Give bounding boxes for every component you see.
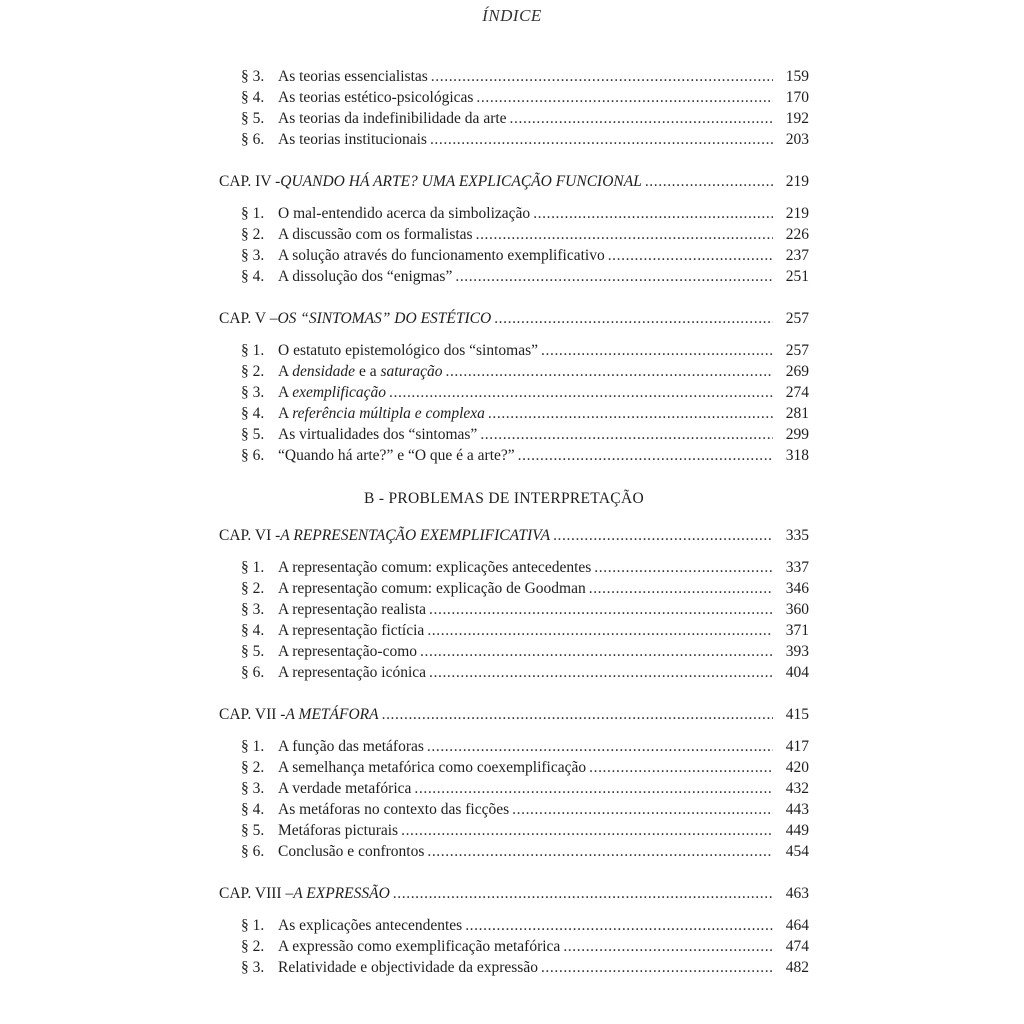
section-number: § 6. — [241, 664, 265, 681]
dot-leader — [393, 883, 773, 905]
section-number: § 4. — [241, 801, 265, 818]
dot-leader — [512, 799, 773, 820]
toc-section-row[interactable] — [219, 445, 809, 466]
page-number: 251 — [785, 268, 809, 285]
dot-leader — [420, 641, 773, 662]
section-title: A solução através do funcionamento exemplificativo — [278, 247, 605, 264]
page-number: 226 — [785, 226, 809, 243]
section-title: Relatividade e objectividade da expressão — [278, 959, 538, 976]
section-number: § 5. — [241, 426, 265, 443]
section-title-italic: exemplificação — [292, 384, 387, 401]
page-number: 417 — [785, 738, 809, 755]
dot-leader — [430, 129, 773, 150]
page-number: 482 — [785, 959, 809, 976]
section-title: O mal-entendido acerca da simbolização — [278, 205, 531, 222]
section-title: A representação-como — [278, 643, 418, 660]
toc-section-row[interactable] — [219, 66, 809, 87]
toc-chapter-row[interactable] — [219, 171, 809, 193]
toc-section-row[interactable] — [219, 778, 809, 799]
section-number: § 2. — [241, 226, 265, 243]
dot-leader — [541, 340, 773, 361]
section-title: A função das metáforas — [278, 738, 424, 755]
page-number: 281 — [785, 405, 809, 422]
section-number: § 6. — [241, 131, 265, 148]
page-number: 337 — [785, 559, 809, 576]
chapter-label: CAP. VIII – — [219, 885, 294, 902]
page-number: 404 — [785, 664, 809, 681]
toc-section-row[interactable] — [219, 641, 809, 662]
toc-section-row[interactable] — [219, 108, 809, 129]
dot-leader — [553, 525, 773, 547]
toc-section-row[interactable] — [219, 557, 809, 578]
dot-leader — [563, 936, 773, 957]
page-number: 346 — [785, 580, 809, 597]
section-number: § 3. — [241, 384, 265, 401]
toc-section-row[interactable] — [219, 662, 809, 683]
toc-section-row[interactable] — [219, 599, 809, 620]
section-number: § 2. — [241, 580, 265, 597]
chapter-title: A REPRESENTAÇÃO EXEMPLIFICATIVA — [280, 527, 551, 544]
dot-leader — [494, 308, 773, 330]
section-title: O estatuto epistemológico dos “sintomas” — [278, 342, 539, 359]
toc-section-row[interactable] — [219, 87, 809, 108]
page-number: 464 — [785, 917, 809, 934]
dot-leader — [608, 245, 773, 266]
dot-leader — [589, 757, 773, 778]
page-number: 393 — [785, 643, 809, 660]
page-title: ÍNDICE — [482, 6, 542, 25]
page-number: 192 — [785, 110, 809, 127]
toc-section-row[interactable] — [219, 361, 809, 382]
section-number: § 4. — [241, 268, 265, 285]
toc-section-row[interactable] — [219, 620, 809, 641]
section-title: A discussão com os formalistas — [278, 226, 473, 243]
dot-leader — [645, 171, 773, 193]
page-number: 335 — [785, 527, 809, 544]
chapter-title: OS “SINTOMAS” DO ESTÉTICO — [277, 310, 492, 327]
toc-section-row[interactable] — [219, 224, 809, 245]
section-title: A representação realista — [278, 601, 427, 618]
section-number: § 6. — [241, 447, 265, 464]
page-number: 371 — [785, 622, 809, 639]
page-number: 449 — [785, 822, 809, 839]
section-title: A dissolução dos “enigmas” — [278, 268, 453, 285]
dot-leader — [476, 224, 773, 245]
chapter-label: CAP. VII - — [219, 706, 286, 723]
toc-section-row[interactable] — [219, 382, 809, 403]
chapter-label: CAP. V – — [219, 310, 278, 327]
chapter-label: CAP. IV - — [219, 173, 281, 190]
toc-section-row[interactable] — [219, 757, 809, 778]
page-number: 269 — [785, 363, 809, 380]
page-number: 170 — [785, 89, 809, 106]
dot-leader — [427, 736, 773, 757]
page-number: 360 — [785, 601, 809, 618]
page-number: 274 — [785, 384, 809, 401]
section-number: § 4. — [241, 622, 265, 639]
section-title-prefix: A — [278, 384, 293, 401]
section-number: § 1. — [241, 917, 265, 934]
section-title: Conclusão e confrontos — [278, 843, 425, 860]
section-title: As teorias estético-psicológicas — [278, 89, 474, 106]
dot-leader — [533, 203, 773, 224]
page-number: 474 — [785, 938, 809, 955]
section-title: A expressão como exemplificação metafórica — [278, 938, 561, 955]
section-title-italic: referência múltipla e complexa — [292, 405, 485, 422]
section-title-middle: e a — [355, 363, 381, 380]
section-title: As virtualidades dos “sintomas” — [278, 426, 478, 443]
section-number: § 2. — [241, 938, 265, 955]
section-number: § 3. — [241, 601, 265, 618]
dot-leader — [427, 620, 773, 641]
section-title: A representação comum: explicação de Goodman — [278, 580, 586, 597]
section-number: § 1. — [241, 342, 265, 359]
page-number: 257 — [785, 342, 809, 359]
section-number: § 4. — [241, 405, 265, 422]
dot-leader — [518, 445, 773, 466]
toc-section-row[interactable] — [219, 957, 809, 978]
toc-chapter-row[interactable] — [219, 704, 809, 726]
section-title: As explicações antecendentes — [278, 917, 463, 934]
dot-leader — [465, 915, 773, 936]
section-title: A semelhança metafórica como coexemplificação — [278, 759, 587, 776]
toc-section-row[interactable] — [219, 915, 809, 936]
page-number: 432 — [785, 780, 809, 797]
dot-leader — [382, 704, 773, 726]
section-title: A representação fictícia — [278, 622, 425, 639]
section-number: § 1. — [241, 559, 265, 576]
toc-section-row[interactable] — [219, 203, 809, 224]
page-number: 299 — [785, 426, 809, 443]
toc-chapter-row[interactable] — [219, 525, 809, 547]
toc-section-row[interactable] — [219, 245, 809, 266]
dot-leader — [401, 820, 773, 841]
section-number: § 4. — [241, 89, 265, 106]
section-title-prefix: A — [278, 405, 293, 422]
section-number: § 5. — [241, 822, 265, 839]
section-title: A verdade metafórica — [278, 780, 412, 797]
section-title-italic: saturação — [380, 363, 443, 380]
dot-leader — [427, 841, 773, 862]
table-of-contents — [219, 66, 809, 978]
section-title: As teorias essencialistas — [278, 68, 428, 85]
chapter-title: QUANDO HÁ ARTE? UMA EXPLICAÇÃO FUNCIONAL — [280, 173, 642, 190]
section-title-italic: densidade — [292, 363, 356, 380]
dot-leader — [429, 662, 773, 683]
page-number: 203 — [785, 131, 809, 148]
dot-leader — [414, 778, 773, 799]
page-number: 318 — [785, 447, 809, 464]
toc-chapter-row[interactable] — [219, 308, 809, 330]
dot-leader — [476, 87, 773, 108]
toc-section-row[interactable] — [219, 578, 809, 599]
page-number: 415 — [785, 706, 809, 723]
section-number: § 2. — [241, 759, 265, 776]
section-title: A representação comum: explicações antecedentes — [278, 559, 592, 576]
dot-leader — [431, 66, 773, 87]
page-number: 237 — [785, 247, 809, 264]
toc-section-row[interactable] — [219, 841, 809, 862]
toc-chapter-row[interactable] — [219, 883, 809, 905]
part-title: B - PROBLEMAS DE INTERPRETAÇÃO — [364, 490, 644, 507]
dot-leader — [594, 557, 773, 578]
section-number: § 1. — [241, 738, 265, 755]
page-number: 219 — [785, 173, 809, 190]
toc-section-row[interactable] — [219, 820, 809, 841]
section-number: § 5. — [241, 643, 265, 660]
dot-leader — [480, 424, 773, 445]
section-number: § 3. — [241, 959, 265, 976]
dot-leader — [589, 578, 773, 599]
section-number: § 3. — [241, 68, 265, 85]
section-number: § 5. — [241, 110, 265, 127]
dot-leader — [541, 957, 773, 978]
section-title: As metáforas no contexto das ficções — [278, 801, 510, 818]
chapter-title: A METÁFORA — [285, 706, 379, 723]
toc-section-row[interactable] — [219, 266, 809, 287]
toc-section-row[interactable] — [219, 403, 809, 424]
chapter-title: A EXPRESSÃO — [293, 885, 390, 902]
section-number: § 3. — [241, 780, 265, 797]
page-number: 219 — [785, 205, 809, 222]
dot-leader — [445, 361, 773, 382]
section-title: A representação icónica — [278, 664, 427, 681]
toc-section-row[interactable] — [219, 799, 809, 820]
dot-leader — [429, 599, 773, 620]
section-number: § 6. — [241, 843, 265, 860]
page-number: 463 — [785, 885, 809, 902]
section-title-prefix: A — [278, 363, 293, 380]
section-title: Metáforas picturais — [278, 822, 399, 839]
section-title: “Quando há arte?” e “O que é a arte?” — [278, 447, 515, 464]
toc-section-row[interactable] — [219, 936, 809, 957]
toc-section-row[interactable] — [219, 129, 809, 150]
section-title: As teorias institucionais — [278, 131, 427, 148]
page-number: 443 — [785, 801, 809, 818]
page-number: 257 — [785, 310, 809, 327]
section-title: As teorias da indefinibilidade da arte — [278, 110, 507, 127]
chapter-label: CAP. VI - — [219, 527, 281, 544]
section-number: § 2. — [241, 363, 265, 380]
dot-leader — [389, 382, 773, 403]
toc-section-row[interactable] — [219, 736, 809, 757]
section-number: § 1. — [241, 205, 265, 222]
dot-leader — [455, 266, 773, 287]
dot-leader — [488, 403, 773, 424]
toc-section-row[interactable] — [219, 340, 809, 361]
page-number: 159 — [785, 68, 809, 85]
page-number: 420 — [785, 759, 809, 776]
toc-section-row[interactable] — [219, 424, 809, 445]
page-number: 454 — [785, 843, 809, 860]
dot-leader — [510, 108, 773, 129]
section-number: § 3. — [241, 247, 265, 264]
